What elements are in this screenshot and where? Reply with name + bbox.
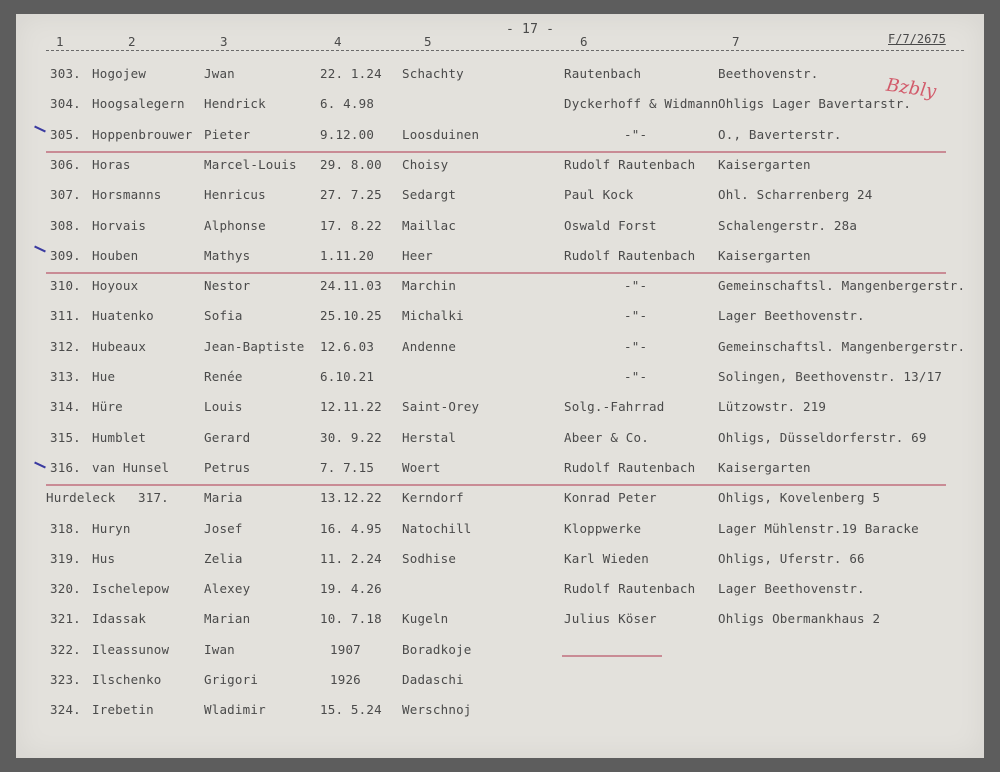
header-rule <box>46 50 964 51</box>
address: Ohligs Obermankhaus 2 <box>718 611 881 627</box>
birth-date: 10. 7.18 <box>320 611 382 627</box>
check-mark <box>34 126 46 133</box>
address: O., Baverterstr. <box>718 126 842 142</box>
address: Ohligs, Kovelenberg 5 <box>718 490 881 506</box>
employer: -"- <box>624 278 648 294</box>
address: Kaisergarten <box>718 156 811 172</box>
red-separator-line <box>46 484 946 486</box>
birth-date: 13.12.22 <box>320 490 382 506</box>
address: Ohl. Scharrenberg 24 <box>718 187 873 203</box>
address: Schalengerstr. 28a <box>718 217 858 233</box>
surname: Hus <box>92 550 116 566</box>
first-name: Pieter <box>204 126 251 142</box>
address: Lager Mühlenstr.19 Baracke <box>718 520 919 536</box>
check-mark <box>34 462 46 469</box>
entry-number: 308. <box>50 217 81 233</box>
entry-number: 313. <box>50 369 81 384</box>
surname: van Hunsel <box>92 459 170 475</box>
entry-number: 322. <box>50 641 81 657</box>
first-name: Mathys <box>204 247 251 263</box>
address: Gemeinschaftsl. Mangenbergerstr. <box>718 338 966 354</box>
birth-date: 29. 8.00 <box>320 156 382 172</box>
birth-date: 16. 4.95 <box>320 520 382 536</box>
birth-date: 25.10.25 <box>320 308 382 324</box>
surname: Hurdeleck <box>46 490 116 506</box>
employer: Oswald Forst <box>564 217 657 233</box>
first-name: Henricus <box>204 187 266 203</box>
birth-date: 1.11.20 <box>320 247 375 263</box>
entry-number: 310. <box>50 278 81 294</box>
entry-number: 306. <box>50 156 81 172</box>
first-name: Nestor <box>204 278 251 294</box>
employer: Rudolf Rautenbach <box>564 581 696 597</box>
red-separator-line <box>46 151 946 153</box>
address: Ohligs Lager Bavertarstr. <box>718 96 912 112</box>
first-name: Josef <box>204 520 243 536</box>
birth-place: Kugeln <box>402 611 449 627</box>
birth-place: Andenne <box>402 338 457 354</box>
first-name: Marcel-Louis <box>204 156 297 172</box>
entry-number: 317. <box>138 490 169 506</box>
employer: Dyckerhoff & Widmann <box>564 96 719 112</box>
first-name: Iwan <box>204 641 235 657</box>
birth-place: Maillac <box>402 217 457 233</box>
first-name: Renée <box>204 369 243 384</box>
birth-date: 7. 7.15 <box>320 459 375 475</box>
handwritten-note: Bzbly <box>884 74 938 103</box>
first-name: Zelia <box>204 550 243 566</box>
surname: Horsmanns <box>92 187 162 203</box>
first-name: Sofia <box>204 308 243 324</box>
surname: Ileassunow <box>92 641 170 657</box>
employer: -"- <box>624 308 648 324</box>
first-name: Gerard <box>204 429 251 445</box>
column-number: 2 <box>128 34 136 49</box>
employer: Kloppwerke <box>564 520 642 536</box>
surname: Hogojew <box>92 66 147 81</box>
birth-date: 30. 9.22 <box>320 429 382 445</box>
birth-date: 1926 <box>330 672 361 687</box>
employer: Konrad Peter <box>564 490 657 506</box>
page-number: - 17 - <box>506 22 555 37</box>
address: Beethovenstr. <box>718 66 819 81</box>
entry-number: 319. <box>50 550 81 566</box>
surname: Huryn <box>92 520 131 536</box>
first-name: Alphonse <box>204 217 266 233</box>
birth-place: Heer <box>402 247 433 263</box>
employer: Karl Wieden <box>564 550 649 566</box>
first-name: Maria <box>204 490 243 506</box>
birth-place: Dadaschi <box>402 672 464 687</box>
birth-date: 11. 2.24 <box>320 550 382 566</box>
column-number: 7 <box>732 34 740 49</box>
birth-date: 17. 8.22 <box>320 217 382 233</box>
address: Solingen, Beethovenstr. 13/17 <box>718 369 943 384</box>
first-name: Wladimir <box>204 702 266 718</box>
address: Ohligs, Düsseldorferstr. 69 <box>718 429 927 445</box>
entry-number: 318. <box>50 520 81 536</box>
entry-number: 323. <box>50 672 81 687</box>
first-name: Marian <box>204 611 251 627</box>
check-mark <box>34 246 46 253</box>
birth-date: 12.11.22 <box>320 399 382 415</box>
first-name: Alexey <box>204 581 251 597</box>
birth-date: 15. 5.24 <box>320 702 382 718</box>
address: Gemeinschaftsl. Mangenbergerstr. <box>718 278 966 294</box>
surname: Hoogsalegern <box>92 96 185 112</box>
birth-place: Choisy <box>402 156 449 172</box>
surname: Ilschenko <box>92 672 162 687</box>
birth-place: Natochill <box>402 520 472 536</box>
birth-place: Marchin <box>402 278 457 294</box>
birth-date: 6. 4.98 <box>320 96 375 112</box>
reference-number: F/7/2675 <box>888 32 946 46</box>
surname: Humblet <box>92 429 147 445</box>
first-name: Hendrick <box>204 96 266 112</box>
entry-number: 314. <box>50 399 81 415</box>
employer: Rudolf Rautenbach <box>564 156 696 172</box>
surname: Hüre <box>92 399 123 415</box>
birth-place: Saint-Orey <box>402 399 480 415</box>
surname: Ischelepow <box>92 581 170 597</box>
birth-place: Herstal <box>402 429 457 445</box>
employer: Abeer & Co. <box>564 429 649 445</box>
birth-place: Sodhise <box>402 550 457 566</box>
surname: Horas <box>92 156 131 172</box>
birth-date: 1907 <box>330 641 361 657</box>
employer: Rudolf Rautenbach <box>564 247 696 263</box>
entry-number: 324. <box>50 702 81 718</box>
entry-number: 320. <box>50 581 81 597</box>
employer: Rautenbach <box>564 66 642 81</box>
birth-date: 27. 7.25 <box>320 187 382 203</box>
entry-number: 321. <box>50 611 81 627</box>
birth-date: 24.11.03 <box>320 278 382 294</box>
first-name: Jwan <box>204 66 235 81</box>
address: Lager Beethovenstr. <box>718 308 865 324</box>
entry-number: 307. <box>50 187 81 203</box>
birth-place: Schachty <box>402 66 464 81</box>
birth-date: 22. 1.24 <box>320 66 382 81</box>
entry-number: 309. <box>50 247 81 263</box>
employer: -"- <box>624 369 648 384</box>
employer: -"- <box>624 126 648 142</box>
column-number: 6 <box>580 34 588 49</box>
surname: Horvais <box>92 217 147 233</box>
employer: Paul Kock <box>564 187 634 203</box>
birth-place: Boradkoje <box>402 641 472 657</box>
entry-number: 311. <box>50 308 81 324</box>
birth-place: Werschnoj <box>402 702 472 718</box>
surname: Irebetin <box>92 702 154 718</box>
entry-number: 312. <box>50 338 81 354</box>
address: Ohligs, Uferstr. 66 <box>718 550 865 566</box>
column-number: 3 <box>220 34 228 49</box>
surname: Hoppenbrouwer <box>92 126 193 142</box>
surname: Hue <box>92 369 116 384</box>
birth-place: Sedargt <box>402 187 457 203</box>
first-name: Louis <box>204 399 243 415</box>
column-number: 5 <box>424 34 432 49</box>
birth-date: 6.10.21 <box>320 369 375 384</box>
employer: Rudolf Rautenbach <box>564 459 696 475</box>
birth-date: 12.6.03 <box>320 338 375 354</box>
surname: Houben <box>92 247 139 263</box>
surname: Idassak <box>92 611 147 627</box>
entry-number: 303. <box>50 66 81 81</box>
surname: Hubeaux <box>92 338 147 354</box>
column-number: 1 <box>56 34 64 49</box>
red-separator-line <box>46 272 946 274</box>
employer: -"- <box>624 338 648 354</box>
red-separator-line <box>562 655 662 657</box>
first-name: Jean-Baptiste <box>204 338 305 354</box>
surname: Hoyoux <box>92 278 139 294</box>
document-page <box>16 14 984 758</box>
address: Lützowstr. 219 <box>718 399 827 415</box>
birth-place: Woert <box>402 459 441 475</box>
entry-number: 305. <box>50 126 81 142</box>
employer: Julius Köser <box>564 611 657 627</box>
birth-place: Loosduinen <box>402 126 480 142</box>
address: Lager Beethovenstr. <box>718 581 865 597</box>
address: Kaisergarten <box>718 247 811 263</box>
first-name: Grigori <box>204 672 259 687</box>
first-name: Petrus <box>204 459 251 475</box>
birth-place: Michalki <box>402 308 464 324</box>
birth-date: 9.12.00 <box>320 126 375 142</box>
column-number: 4 <box>334 34 342 49</box>
address: Kaisergarten <box>718 459 811 475</box>
birth-place: Kerndorf <box>402 490 464 506</box>
entry-number: 304. <box>50 96 81 112</box>
entry-number: 315. <box>50 429 81 445</box>
entry-number: 316. <box>50 459 81 475</box>
employer: Solg.-Fahrrad <box>564 399 665 415</box>
birth-date: 19. 4.26 <box>320 581 382 597</box>
surname: Huatenko <box>92 308 154 324</box>
